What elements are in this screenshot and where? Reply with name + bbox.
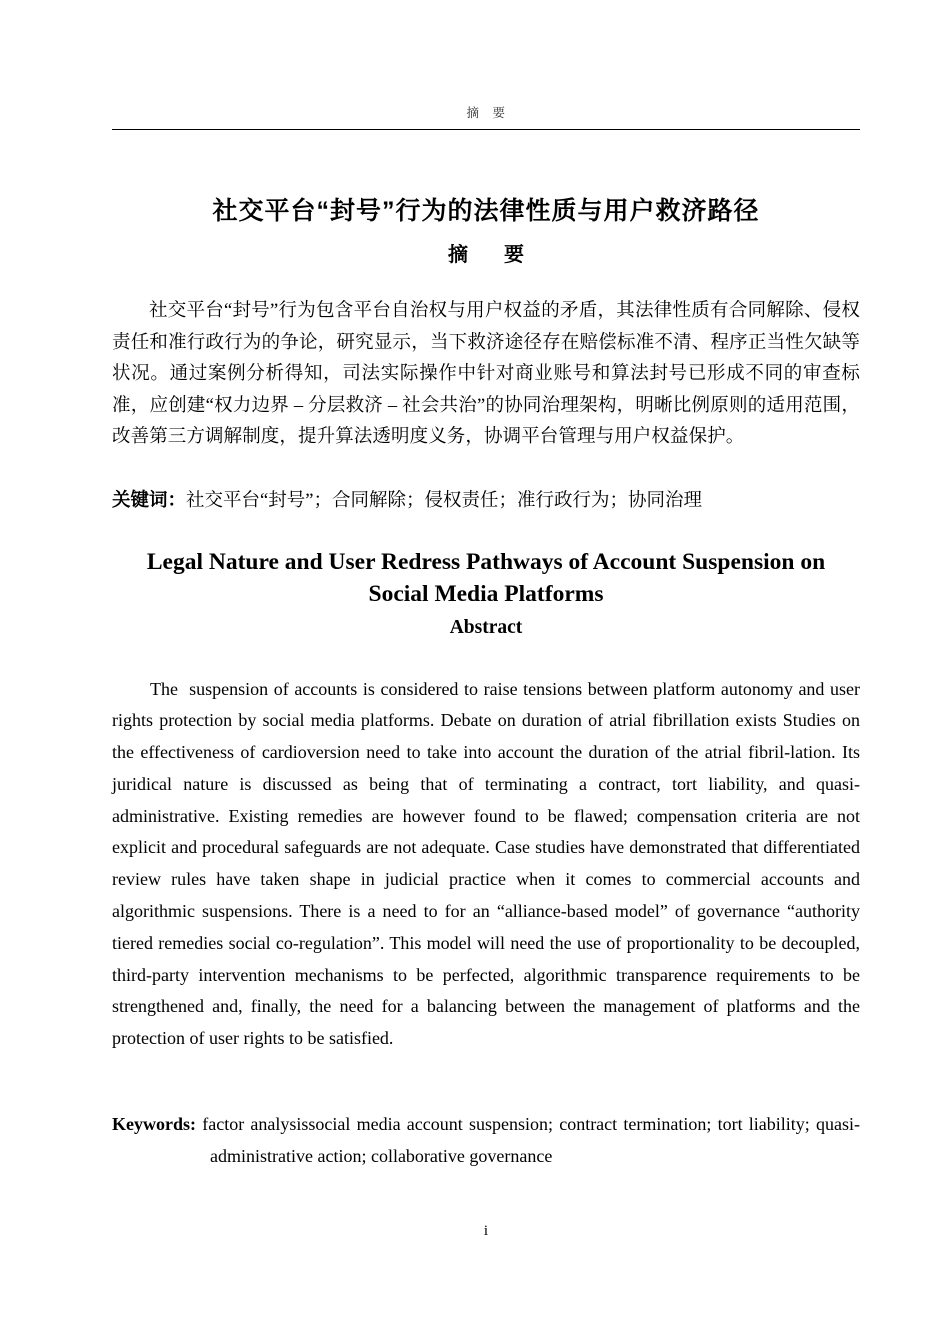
page-footer	[112, 1222, 860, 1240]
english-title-line-2: Social Media Platforms	[368, 580, 604, 607]
english-abstract-heading: Abstract	[449, 616, 523, 638]
header-divider-rule	[112, 129, 860, 130]
chinese-abstract-paragraph: 社交平台“封号”行为包含平台自治权与用户权益的矛盾，其法律性质有合同解除、侵权责任和准行政行为的争论，研究显示，当下救济途径存在赔偿标准不清、程序正当性欠缺等状况。通过案例分析得知，司法实际操作中针对商业账号和算法封号已形成不同的审查标准，应创建“权力边界 – 分层救济 – 社会共治”的协同治理架构，明晰比例原则的适用范围，改善第三方调解制度，提升算法透明度义务，协调平台管理与用户权益保护。	[112, 301, 860, 447]
english-keywords-line	[112, 1055, 860, 1172]
english-title	[112, 516, 860, 610]
english-title-line-1: Legal Nature and User Redress Pathways of Account Suspension on	[146, 548, 826, 575]
page-number: i	[483, 1223, 489, 1239]
chinese-keywords-label: 关键词：	[112, 488, 187, 510]
running-header-text: 摘 要	[466, 106, 506, 120]
page-content	[112, 180, 865, 1172]
chinese-abstract-heading: 摘 要	[448, 244, 532, 266]
english-abstract-paragraph: The suspension of accounts is considered to raise tensions between platform autonomy and user rights protection by social media platforms. Debate on duration of atrial fibrillation exists Studies on the effectiveness of cardioversion need to take into account the duration of the atrial fibril-lation. Its juridical nature is discussed as being that of terminating a contract, tort liability, and quasi-administrative. Existing remedies are however found to be flawed; compensation criteria are not explicit and procedural safeguards are not adequate. Case studies have demonstrated that differentiated review rules have taken shape in judicial practice when it comes to commercial accounts and algorithmic suspensions. There is a need to for an “alliance-based model” of governance “authority tiered remedies social co-regulation”. This model will need the use of proportionality to be decoupled, third-party intervention mechanisms to be perfected, algorithmic transparence requirements to be strengthened and, finally, the need for a balancing between the management of platforms and the protection of user rights to be satisfied.	[112, 678, 865, 1049]
chinese-title: 社交平台“封号”行为的法律性质与用户救济路径	[212, 197, 760, 225]
running-header	[112, 104, 860, 122]
english-keywords-value: factor analysissocial media account suspension; contract termination; tort liability; quasi-administrative action; collaborative governance	[196, 1114, 860, 1166]
chinese-keywords-line	[112, 454, 860, 516]
chinese-keywords-value: 社交平台“封号”；合同解除；侵权责任；准行政行为；协同治理	[186, 490, 702, 511]
english-keywords-label: Keywords:	[112, 1114, 196, 1135]
